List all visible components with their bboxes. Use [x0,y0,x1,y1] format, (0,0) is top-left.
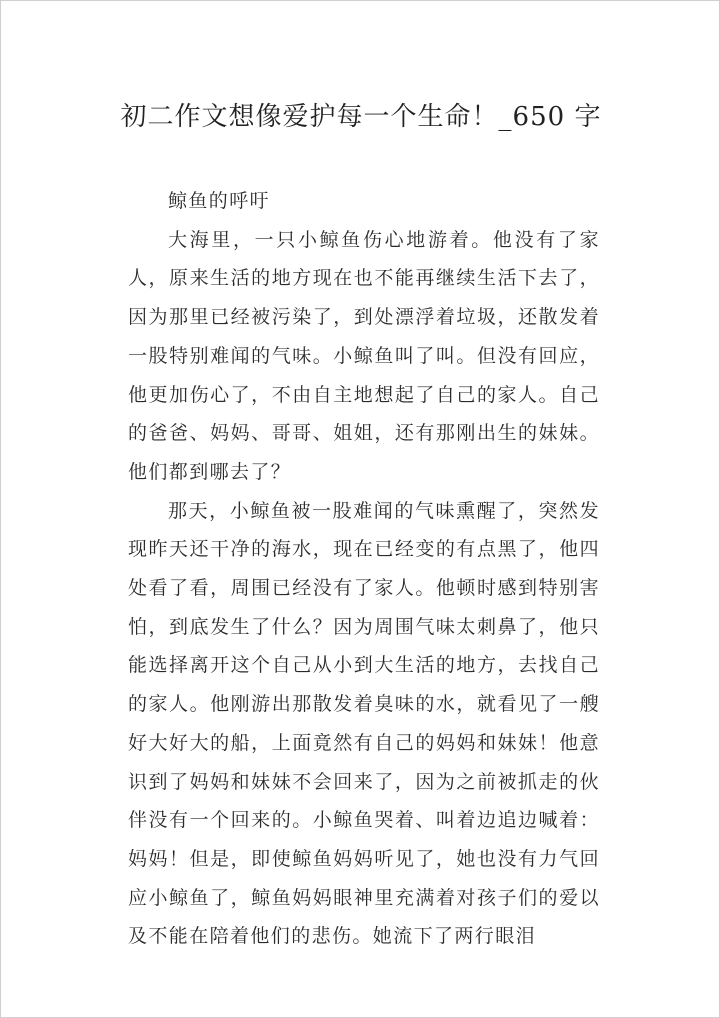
document-title: 初二作文想像爱护每一个生命！_650 字 [120,102,602,132]
essay-heading: 鲸鱼的呼吁 [168,190,271,212]
paragraph: 那天，小鲸鱼被一股难闻的气味熏醒了，突然发现昨天还干净的海水，现在已经变的有点黑了，他四处看了看，周围已经没有了家人。他顿时感到特别害怕，到底发生了什么？因为周围气味太刺鼻了，他只能选择离开这个自己从小到大生活的地方，去找自己的家人。他刚游出那散发着臭味的水，就看见了一艘好大好大的船，上面竟然有自己的妈妈和妹妹！他意识到了妈妈和妹妹不会回来了，因为之前被抓走的伙伴没有一个回来的。小鲸鱼哭着、叫着边追边喊着：妈妈！但是，即使鲸鱼妈妈听见了，她也没有力气回应小鲸鱼了，鲸鱼妈妈眼神里充满着对孩子们的爱以及不能在陪着他们的悲伤。她流下了两行眼泪 [128,499,600,948]
document-body [128,182,600,956]
paragraph: 大海里，一只小鲸鱼伤心地游着。他没有了家人，原来生活的地方现在也不能再继续生活下去了，因为那里已经被污染了，到处漂浮着垃圾，还散发着一股特别难闻的气味。小鲸鱼叫了叫。但没有回应，他更加伤心了，不由自主地想起了自己的家人。自己的爸爸、妈妈、哥哥、姐姐，还有那刚出生的妹妹。他们都到哪去了？ [128,228,600,483]
